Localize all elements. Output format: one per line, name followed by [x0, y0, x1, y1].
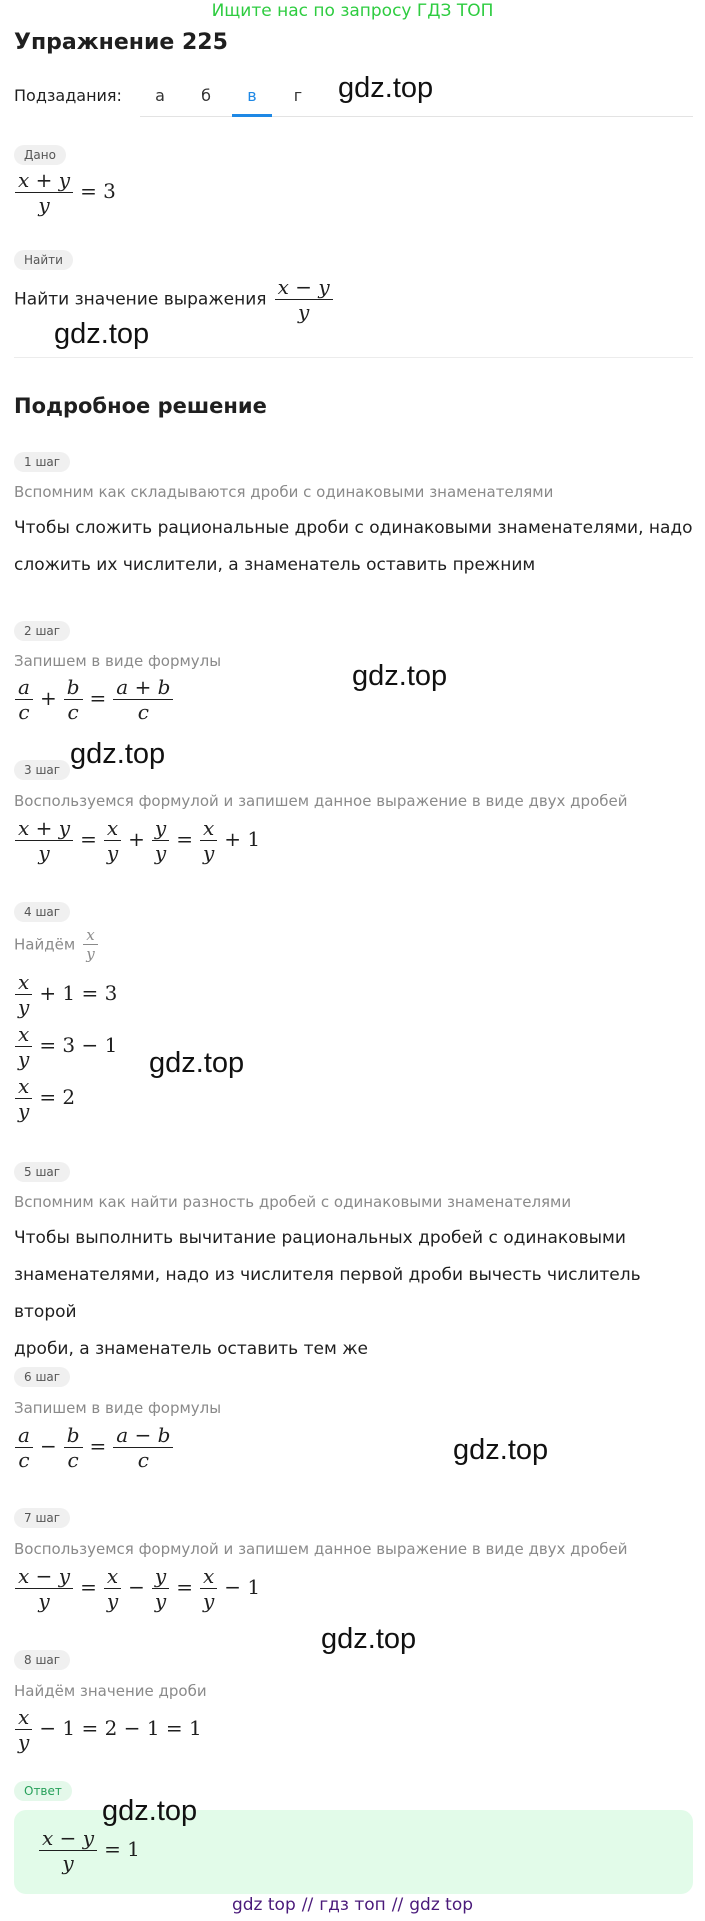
- text-line: сложить их числители, а знаменатель оставить прежним: [14, 555, 536, 575]
- step-5-text: [14, 1220, 705, 1368]
- text-line: Чтобы выполнить вычитание рациональных дробей с одинаковыми: [14, 1228, 626, 1248]
- search-banner: Ищите нас по запросу ГДЗ ТОП: [211, 1, 494, 21]
- caption-frac-num: x: [83, 926, 97, 945]
- watermark: gdz.top: [70, 738, 166, 770]
- step-badge-label: 5 шаг: [14, 1162, 70, 1182]
- step-badge-label: 2 шаг: [14, 621, 70, 641]
- step-1-caption: Вспомним как складываются дроби с одинаковыми знаменателями: [14, 483, 554, 501]
- answer-badge: [14, 1780, 72, 1801]
- find-badge-label: Найти: [14, 250, 73, 270]
- step-5-badge: [14, 1161, 70, 1182]
- given-numerator: x + y: [15, 168, 73, 193]
- step-6-formula: $\frac{a}{c}$ − $\frac{b}{c}$ = $\frac{a - b}{c}$: [12, 1423, 176, 1472]
- tab-a[interactable]: а: [155, 86, 165, 105]
- tab-v[interactable]: в: [247, 86, 257, 105]
- caption-frac-den: y: [86, 945, 95, 963]
- step-7-formula: $\frac{x - y}{y}$ = $\frac{x}{y}$ − $\frac{y}{y}$ = $\frac{x}{y}$ − 1: [12, 1564, 264, 1613]
- footer: [0, 1895, 705, 1915]
- answer-expression: [36, 1826, 144, 1875]
- step-6-badge: [14, 1366, 70, 1387]
- find-denominator: y: [298, 300, 310, 324]
- text-line: знаменателями, надо из числителя первой дроби вычесть числитель второй: [14, 1265, 641, 1322]
- active-tab-indicator: [232, 114, 272, 117]
- step-8-badge: [14, 1649, 70, 1670]
- subtasks-label: Подзадания:: [14, 86, 122, 105]
- step-badge-label: 6 шаг: [14, 1367, 70, 1387]
- step-4-caption: Найдём: [14, 935, 76, 954]
- answer-numerator: x − y: [39, 1826, 97, 1851]
- step-8-formula: $\frac{x}{y}$ − 1 = 2 − 1 = 1: [12, 1705, 206, 1754]
- step-3-formula: $\frac{x + y}{y}$ = $\frac{x}{y}$ + $\frac{y}{y}$ = $\frac{x}{y}$ + 1: [12, 816, 264, 865]
- step-3-badge: [14, 759, 70, 780]
- divider: [14, 357, 693, 358]
- find-text: Найти значение выражения: [14, 289, 267, 310]
- given-denominator: y: [38, 193, 50, 217]
- answer-denominator: y: [62, 1851, 74, 1875]
- watermark: gdz.top: [338, 72, 434, 104]
- step-4-caption-row: [14, 926, 101, 963]
- step-6-caption: Запишем в виде формулы: [14, 1399, 222, 1417]
- step-badge-label: 8 шаг: [14, 1650, 70, 1670]
- step-4-badge: [14, 901, 70, 922]
- step-badge-label: 7 шаг: [14, 1508, 70, 1528]
- step-5-caption: Вспомним как найти разность дробей с одинаковыми знаменателями: [14, 1193, 572, 1211]
- page-title: Упражнение 225: [14, 30, 228, 55]
- text-line: дроби, а знаменатель оставить тем же: [14, 1339, 368, 1359]
- find-row: [14, 275, 336, 324]
- watermark: gdz.top: [54, 318, 150, 350]
- given-expression: [12, 168, 120, 217]
- step-4-formula-2: $\frac{x}{y}$ = 3 − 1: [12, 1022, 121, 1071]
- step-3-caption: Воспользуемся формулой и запишем данное выражение в виде двух дробей: [14, 792, 628, 810]
- step-2-caption: Запишем в виде формулы: [14, 652, 222, 670]
- footer-link[interactable]: гдз топ: [319, 1895, 386, 1915]
- step-badge-label: 1 шаг: [14, 452, 70, 472]
- step-1-text: [14, 510, 693, 584]
- step-8-caption: Найдём значение дроби: [14, 1682, 207, 1700]
- footer-separator: //: [301, 1895, 314, 1915]
- step-badge-label: 4 шаг: [14, 902, 70, 922]
- step-1-badge: [14, 451, 70, 472]
- find-badge: [14, 249, 73, 270]
- solution-heading: Подробное решение: [14, 394, 267, 418]
- watermark: gdz.top: [352, 660, 448, 692]
- watermark: gdz.top: [321, 1623, 417, 1655]
- step-4-formula-3: $\frac{x}{y}$ = 2: [12, 1074, 79, 1123]
- step-7-badge: [14, 1507, 70, 1528]
- find-numerator: x − y: [275, 275, 333, 300]
- given-badge-label: Дано: [14, 145, 66, 165]
- watermark: gdz.top: [149, 1047, 245, 1079]
- footer-link[interactable]: gdz top: [409, 1895, 474, 1915]
- step-2-formula: $\frac{a}{c}$ + $\frac{b}{c}$ = $\frac{a + b}{c}$: [12, 675, 176, 724]
- answer-badge-label: Ответ: [14, 1781, 72, 1801]
- given-rhs: = 3: [80, 179, 116, 203]
- text-line: Чтобы сложить рациональные дроби с одинаковыми знаменателями, надо: [14, 518, 693, 538]
- step-badge-label: 3 шаг: [14, 760, 70, 780]
- tab-g[interactable]: г: [293, 86, 303, 105]
- footer-separator: //: [391, 1895, 404, 1915]
- footer-link[interactable]: gdz top: [231, 1895, 296, 1915]
- step-2-badge: [14, 620, 70, 641]
- step-7-caption: Воспользуемся формулой и запишем данное выражение в виде двух дробей: [14, 1540, 628, 1558]
- watermark: gdz.top: [453, 1434, 549, 1466]
- given-badge: [14, 144, 66, 165]
- answer-rhs: = 1: [104, 1837, 140, 1861]
- tab-b[interactable]: б: [201, 86, 211, 105]
- watermark: gdz.top: [102, 1795, 198, 1827]
- step-4-formula-1: $\frac{x}{y}$ + 1 = 3: [12, 970, 121, 1019]
